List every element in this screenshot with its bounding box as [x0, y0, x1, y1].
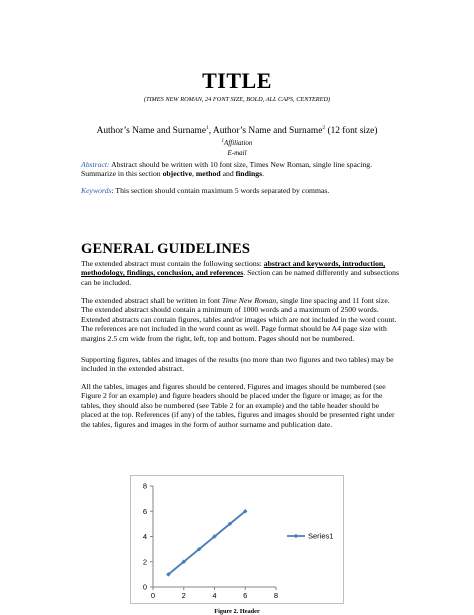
abstract-text-4: . [262, 169, 265, 179]
legend-label: Series1 [308, 531, 334, 541]
chart-legend [287, 532, 333, 541]
affiliation-line [0, 139, 474, 148]
y-tick-label: 0 [142, 582, 147, 592]
y-tick-label: 4 [142, 532, 147, 541]
x-tick-label: 8 [273, 591, 279, 600]
guidelines-paragraph-4: All the tables, images and figures should be centered. Figures and images should be numbered (see Figure 2 for an example) and figure headers should be placed under the figure or image; as for the tables, they should also be numbered (see Table 2 for an example) and the table header should be placed at the top. References (if any) of the tables, figures and images should be presented right under the tables, figures and images in the form of author surname and publication date. [81, 382, 395, 429]
abstract-bold-findings: findings [235, 169, 263, 179]
x-tick-label: 4 [212, 591, 217, 600]
abstract-bold-method: method [195, 169, 221, 179]
author-font-note: (12 font size) [325, 126, 378, 136]
y-tick-label: 2 [142, 557, 147, 567]
author-separator: , [208, 126, 213, 136]
keywords-text: : This section should contain maximum 5 words separated by commas. [111, 186, 330, 195]
legend-marker [294, 534, 299, 539]
abstract-bold-objective: objective [162, 169, 193, 179]
p2-text-a: The extended abstract shall be written in font [81, 296, 222, 305]
abstract-text: Abstract should be written with 10 font size, Times New Roman, single line spacing. Summarize in this section [81, 160, 373, 179]
author-line [0, 125, 474, 137]
author-1-name: Author’s Name and Surname [96, 126, 206, 136]
title-format-note: (TIMES NEW ROMAN, 24 FONT SIZE, BOLD, ALL CAPS, CENTERED) [143, 96, 331, 103]
p1-required-sections: abstract and keywords, introduction, methodology, findings, conclusion, and references [81, 259, 386, 278]
document-title: TITLE [202, 68, 272, 93]
chart-series [166, 509, 247, 577]
guidelines-paragraph-1 [81, 259, 399, 287]
author-2-name: Author’s Name and Surname [212, 126, 323, 136]
abstract-text-2: , [192, 169, 196, 179]
author-2-superscript: 2 [322, 125, 326, 131]
guidelines-paragraph-2 [81, 296, 399, 343]
p2-text-b: , single line spacing and 11 font size. The extended abstract should contain a minimum of 1000 words and a maximum of 2500 words. Extended abstracts can contain figures, tables and/or images which are not included in the word count. The references are not included in the word count as well. Page format should be A4 page size with margins 2.5 cm wide from the right, left, top and bottom. Pages should not be numbered. [81, 296, 397, 343]
p1-text-c: . Section can be named differently and subsections can be included. [81, 268, 399, 287]
abstract-label: Abstract: [81, 160, 110, 169]
p2-font-name: Time New Roman [221, 296, 277, 305]
section-heading: GENERAL GUIDELINES [81, 241, 251, 257]
abstract-text-3: and [220, 169, 236, 179]
series-line [168, 511, 245, 574]
line-chart [131, 476, 343, 603]
author-1-superscript: 1 [206, 125, 209, 131]
x-tick-label: 6 [243, 591, 248, 600]
keywords-paragraph [81, 186, 399, 195]
affiliation-superscript: 1 [221, 139, 225, 144]
y-tick-label: 8 [142, 481, 147, 491]
guidelines-paragraph-3: Supporting figures, tables and images of the results (no more than two figures and two tables) may be included in the extended abstract. [81, 355, 394, 374]
email-line: E-mail [227, 149, 247, 157]
abstract-paragraph [81, 160, 399, 179]
p1-text-a: The extended abstract must contain the following sections: [81, 259, 264, 268]
figure-caption: Figure 2. Header [214, 608, 260, 615]
figure-chart [130, 475, 344, 604]
x-tick-label: 0 [150, 591, 156, 600]
x-tick-label: 2 [181, 591, 186, 600]
y-tick-label: 6 [142, 506, 147, 516]
affiliation-text: Affiliation [224, 139, 253, 147]
keywords-label: Keywords [81, 186, 112, 195]
